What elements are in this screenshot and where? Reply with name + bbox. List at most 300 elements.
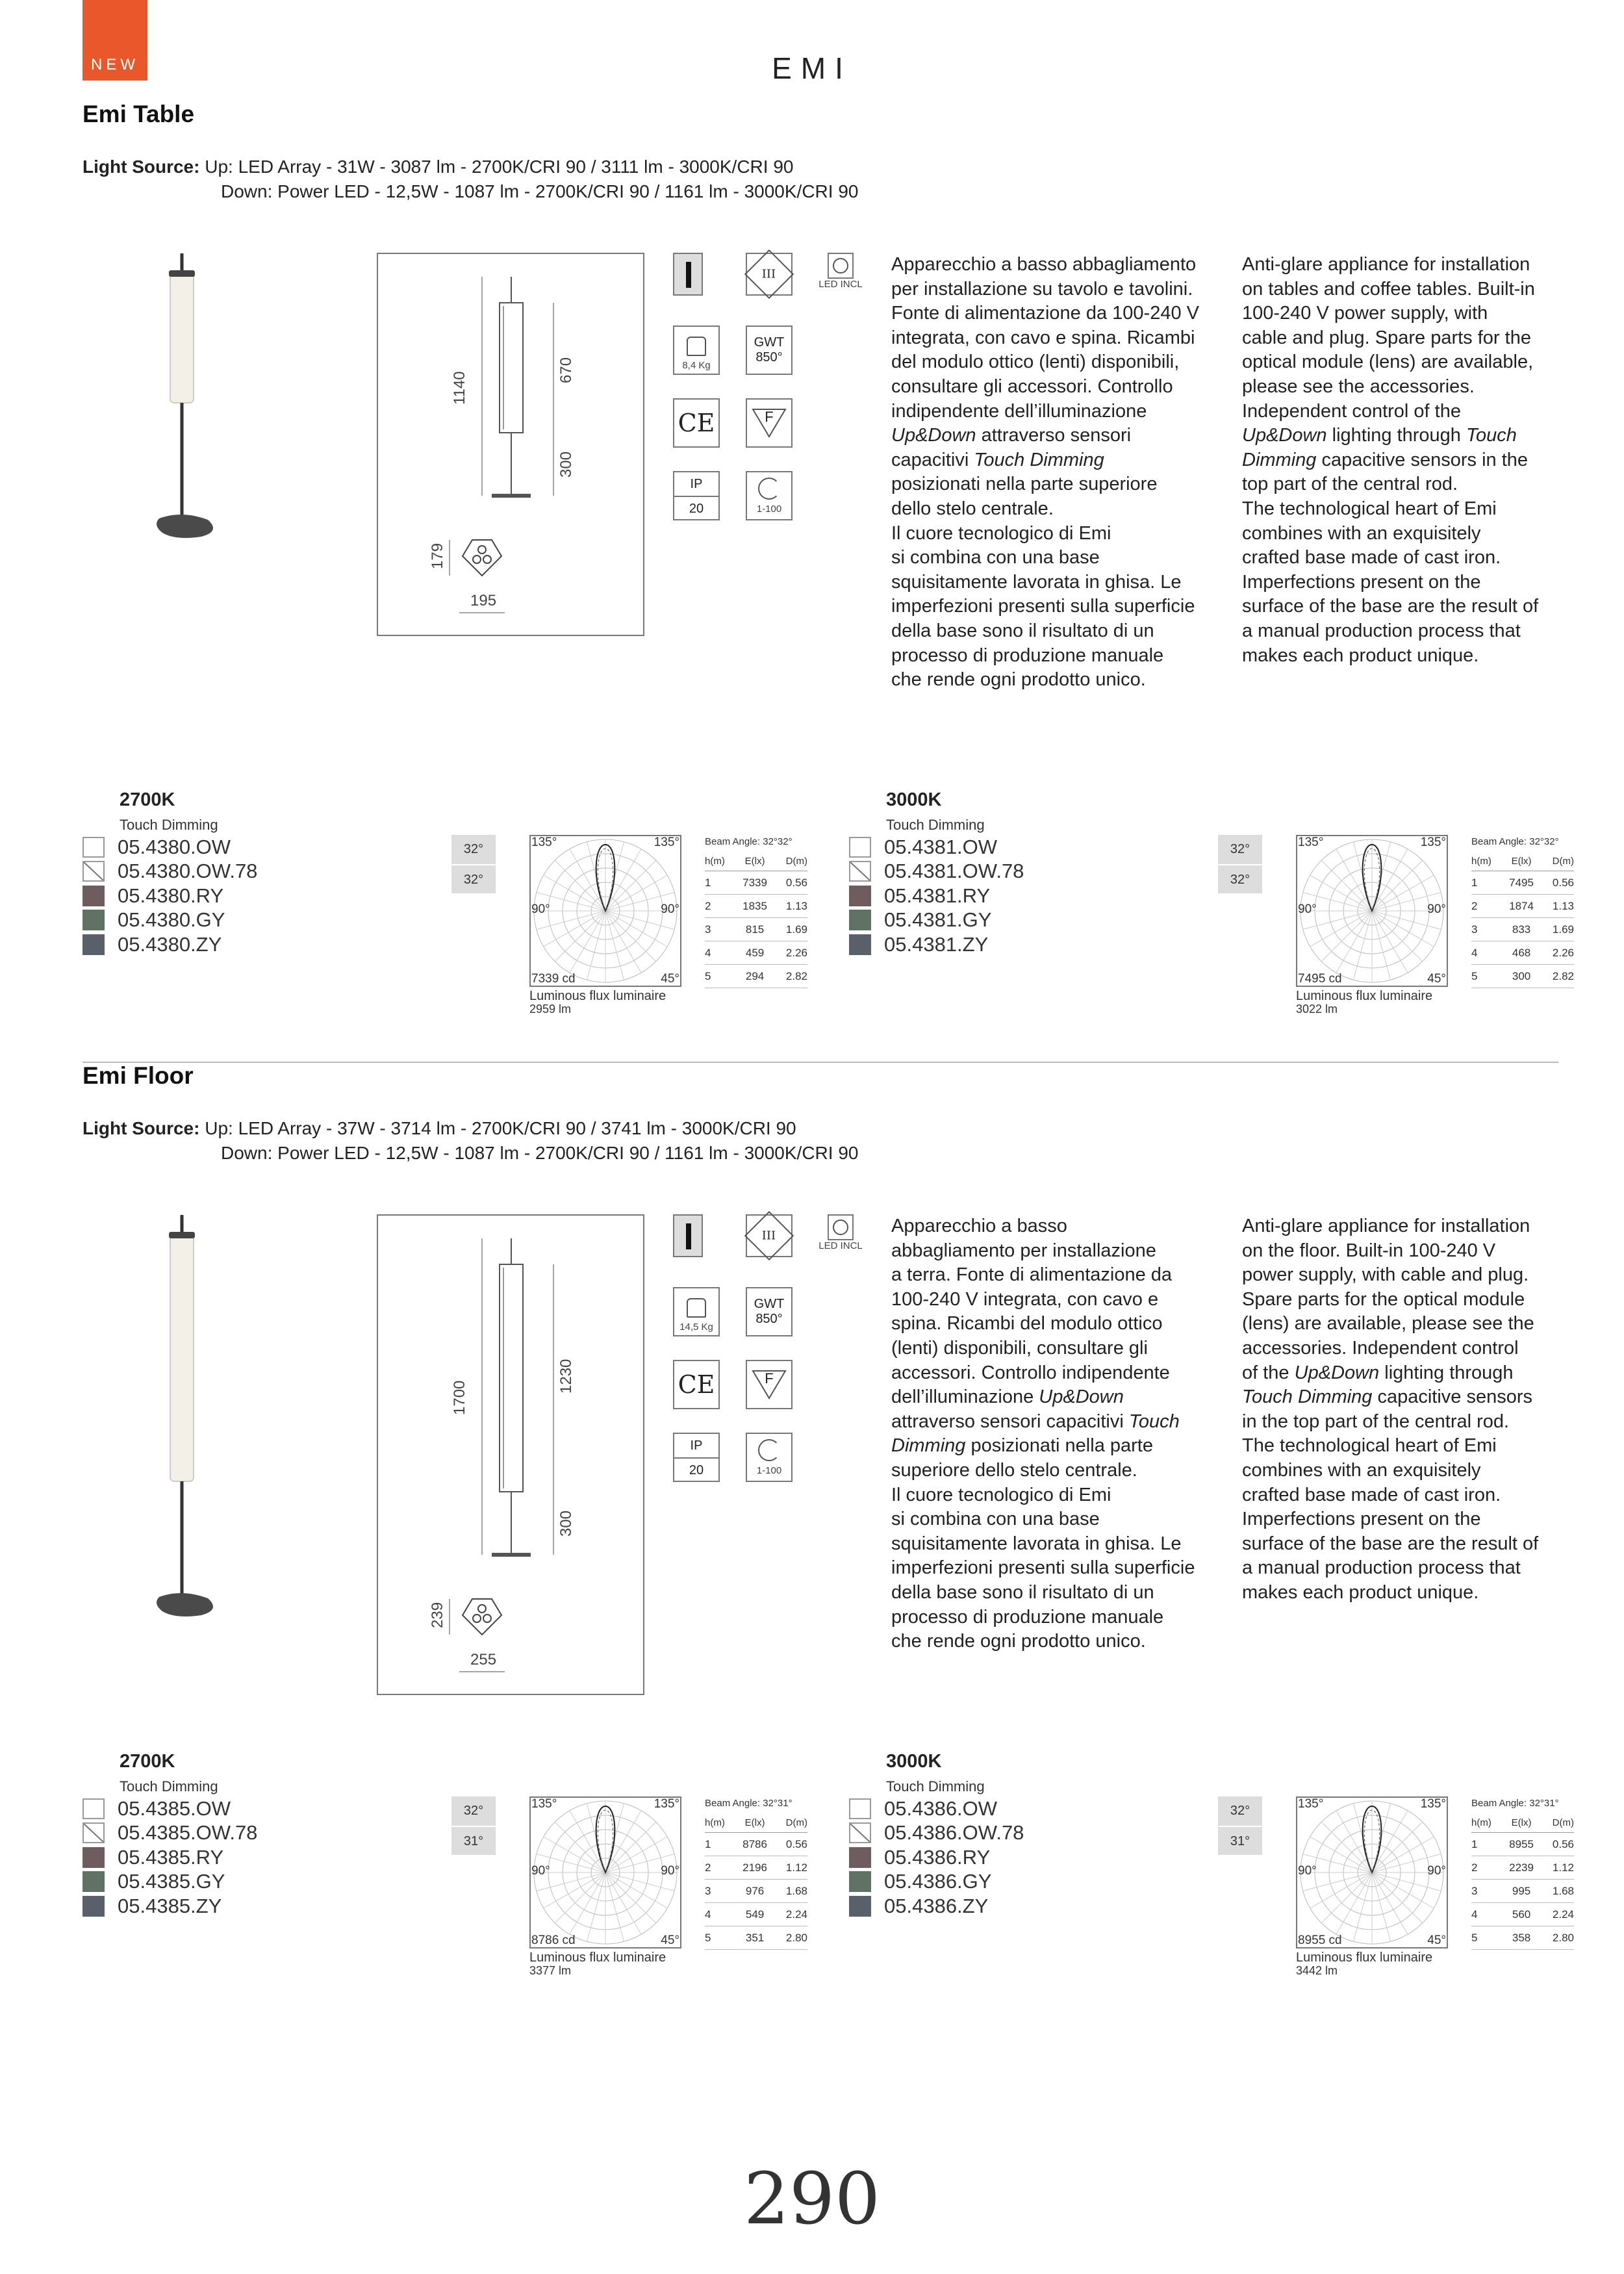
product-code: 05.4386.ZY — [884, 1894, 989, 1917]
description-line: a manual production process that — [1242, 1557, 1521, 1579]
dimming-label: Touch Dimming — [886, 817, 985, 833]
description-line: si combina con una base — [891, 547, 1100, 568]
product-code: 05.4385.GY — [118, 1870, 225, 1893]
description-line: della base sono il risultato di un — [891, 1581, 1154, 1603]
product-code: 05.4386.GY — [884, 1870, 992, 1893]
table-header — [1471, 851, 1574, 871]
table-cell: 5 — [1471, 1926, 1503, 1950]
table-row — [705, 1856, 807, 1880]
ip-rating-icon: IP 20 — [673, 1433, 720, 1482]
table-cell: 1.12 — [1540, 1856, 1574, 1880]
dim-base-height: 179 — [429, 543, 446, 569]
color-swatch — [849, 910, 871, 930]
luminous-flux: Luminous flux luminaire 2959 lm — [529, 989, 666, 1016]
table-row — [705, 965, 807, 988]
beam-angle-box: 32° 32° — [1218, 835, 1262, 893]
table-cell: 976 — [736, 1880, 774, 1903]
description-line: accessori. Controllo indipendente — [891, 1362, 1170, 1383]
description-line: Apparecchio a basso — [891, 1216, 1067, 1236]
description-line: dell’illuminazione Up&Down — [891, 1386, 1124, 1408]
description-line: capacitivi Touch Dimming — [891, 449, 1104, 470]
table-header-cell: h(m) — [705, 851, 736, 871]
description-line: Dimming capacitive sensors in the — [1242, 449, 1529, 470]
product-code-row — [82, 1870, 257, 1895]
product-code: 05.4386.OW.78 — [884, 1821, 1024, 1845]
product-code-row — [82, 1845, 257, 1870]
table-cell: 2 — [1471, 895, 1503, 918]
table-cell: 4 — [705, 941, 736, 965]
technical-drawing — [377, 1214, 644, 1695]
description-line: on tables and coffee tables. Built-in — [1242, 278, 1535, 300]
color-swatch — [82, 886, 105, 906]
table-header-cell: E(lx) — [736, 851, 774, 871]
description-line: combines with an exquisitely — [1242, 522, 1481, 544]
table-cell: 1.13 — [774, 895, 807, 918]
table-row — [1471, 965, 1574, 988]
table-row — [1471, 871, 1574, 895]
table-cell: 2239 — [1503, 1856, 1541, 1880]
product-code-row — [82, 1894, 257, 1919]
table-cell: 995 — [1503, 1880, 1541, 1903]
illuminance-table: Beam Angle: 32°32° h(m) E(lx) D(m) 1 7339 0.56 2 1835 1.13 3 815 1.69 4 459 2.26 5 294 2.82 — [705, 836, 809, 988]
table-cell: 468 — [1503, 941, 1541, 965]
product-code-row — [82, 932, 257, 957]
table-header-cell: h(m) — [705, 1813, 736, 1833]
polar-diagram: 135° 135° 90° 90° 7339 cd 45° — [531, 836, 679, 986]
table-header-cell: D(m) — [1540, 1813, 1574, 1833]
table-cell: 459 — [736, 941, 774, 965]
description-line: Il cuore tecnologico di Emi — [891, 522, 1111, 544]
color-swatch — [849, 861, 871, 882]
up-down-light-icon — [673, 1214, 703, 1257]
table-cell: 2 — [1471, 1856, 1503, 1880]
product-code-row — [849, 1796, 1024, 1821]
product-codes — [82, 1796, 257, 1919]
variant-3000k — [849, 789, 1596, 1023]
product-code-row — [849, 908, 1024, 933]
product-code: 05.4385.RY — [118, 1845, 224, 1869]
table-cell: 815 — [736, 918, 774, 941]
color-swatch — [849, 1822, 871, 1843]
table-cell: 2.82 — [774, 965, 807, 988]
table-row — [1471, 918, 1574, 941]
table-row — [1471, 1903, 1574, 1926]
polar-diagram: 135° 135° 90° 90° 8955 cd 45° — [1298, 1797, 1446, 1947]
table-cell: 1874 — [1503, 895, 1541, 918]
color-swatch — [82, 934, 105, 955]
light-source — [82, 1116, 1252, 1166]
table-cell: 2.80 — [1540, 1926, 1574, 1950]
glow-wire-icon: GWT 850° — [746, 1287, 793, 1336]
section-title: Emi Table — [82, 101, 195, 127]
description-line: makes each product unique. — [1242, 1581, 1479, 1603]
product-code-row — [849, 860, 1024, 884]
table-cell: 2.26 — [774, 941, 807, 965]
description-line: (lens) are available, please see the — [1242, 1313, 1534, 1335]
table-header — [705, 851, 807, 871]
illuminance-table: Beam Angle: 32°31° h(m) E(lx) D(m) 1 8955 0.56 2 2239 1.12 3 995 1.68 4 560 2.24 5 358 2.80 — [1471, 1798, 1575, 1950]
description-line: squisitamente lavorata in ghisa. Le — [891, 1533, 1182, 1554]
product-code: 05.4381.OW — [884, 835, 998, 858]
dim-stem-height: 300 — [557, 1510, 575, 1537]
illuminance-table: Beam Angle: 32°32° h(m) E(lx) D(m) 1 7495 0.56 2 1874 1.13 3 833 1.69 4 468 2.26 5 300 2.82 — [1471, 836, 1575, 988]
dim-base-height: 239 — [429, 1602, 446, 1628]
table-cell: 3 — [1471, 1880, 1503, 1903]
table-header-cell: E(lx) — [1503, 851, 1541, 871]
table-cell: 3 — [705, 1880, 736, 1903]
description-line: per installazione su tavolo e tavolini. — [891, 278, 1193, 300]
new-badge: NEW — [82, 0, 147, 81]
table-header-cell: h(m) — [1471, 1813, 1503, 1833]
product-code: 05.4385.ZY — [118, 1894, 222, 1917]
table-header-cell: E(lx) — [736, 1813, 774, 1833]
section-divider — [82, 1062, 1558, 1063]
description-line: squisitamente lavorata in ghisa. Le — [891, 571, 1182, 593]
dim-base-width: 255 — [470, 1651, 497, 1668]
description-line: cable and plug. Spare parts for the — [1242, 327, 1531, 348]
table-row — [705, 1926, 807, 1950]
ip-rating-icon: IP 20 — [673, 471, 720, 520]
description-line: (lenti) disponibili, consultare gli — [891, 1337, 1148, 1359]
spec-icons — [673, 253, 863, 526]
product-code-row — [82, 835, 257, 860]
description-italian — [891, 253, 1229, 693]
up-down-light-icon — [673, 253, 703, 296]
product-illustration — [136, 247, 253, 559]
description-line: makes each product unique. — [1242, 645, 1479, 666]
product-code-row — [82, 908, 257, 933]
table-cell: 2.24 — [1540, 1903, 1574, 1926]
product-code: 05.4380.OW — [118, 835, 231, 858]
description-line: The technological heart of Emi — [1242, 498, 1497, 519]
color-swatch — [849, 1871, 871, 1892]
color-swatch — [849, 837, 871, 858]
description-line: Anti-glare appliance for installation — [1242, 254, 1530, 275]
table-cell: 549 — [736, 1903, 774, 1926]
product-codes — [849, 835, 1024, 957]
table-row — [705, 895, 807, 918]
description-line: Anti-glare appliance for installation — [1242, 1216, 1530, 1236]
table-cell: 4 — [705, 1903, 736, 1926]
page-number: 290 — [744, 2157, 880, 2240]
f-mark-icon: F — [746, 1360, 793, 1409]
product-code-row — [82, 860, 257, 884]
description-line: power supply, with cable and plug. — [1242, 1264, 1529, 1286]
description-line: crafted base made of cast iron. — [1242, 1484, 1501, 1505]
product-code: 05.4381.OW.78 — [884, 860, 1024, 883]
class-iii-icon: III — [746, 1214, 793, 1257]
description-line: Fonte di alimentazione da 100-240 V — [891, 303, 1199, 324]
table-cell: 5 — [705, 965, 736, 988]
table-cell: 2196 — [736, 1856, 774, 1880]
dimming-icon: 1-100 — [746, 1433, 793, 1482]
variant-3000k — [849, 1751, 1596, 1985]
table-cell: 4 — [1471, 941, 1503, 965]
description-line: posizionati nella parte superiore — [891, 474, 1158, 495]
variant-2700k — [82, 789, 830, 1023]
description-line: top part of the central rod. — [1242, 474, 1458, 495]
product-illustration — [136, 1208, 253, 1637]
color-temperature: 2700K — [120, 1751, 175, 1772]
f-mark-icon: F — [746, 398, 793, 448]
section-title: Emi Floor — [82, 1062, 194, 1089]
luminous-flux: Luminous flux luminaire 3442 lm — [1296, 1950, 1433, 1977]
description-line: integrata, con cavo e spina. Ricambi — [891, 327, 1195, 348]
description-line: crafted base made of cast iron. — [1242, 547, 1501, 568]
dim-shade-height: 670 — [557, 357, 575, 383]
color-temperature: 3000K — [886, 1751, 942, 1772]
product-code-row — [849, 884, 1024, 908]
product-code-row — [849, 1894, 1024, 1919]
luminous-flux: Luminous flux luminaire 3022 lm — [1296, 989, 1433, 1016]
light-source-label: Light Source: — [82, 1118, 200, 1138]
dim-total-height: 1140 — [451, 370, 468, 405]
table-cell: 2 — [705, 895, 736, 918]
dim-shade-height: 1230 — [557, 1359, 575, 1394]
product-code: 05.4381.RY — [884, 884, 991, 907]
table-cell: 8786 — [736, 1833, 774, 1856]
table-row — [705, 1833, 807, 1856]
color-temperature: 2700K — [120, 789, 175, 810]
table-cell: 3 — [1471, 918, 1503, 941]
description-line: accessories. Independent control — [1242, 1337, 1519, 1359]
color-swatch — [849, 1798, 871, 1819]
product-code: 05.4381.GY — [884, 908, 992, 932]
product-codes — [82, 835, 257, 957]
description-line: Independent control of the — [1242, 400, 1461, 422]
weight-icon: 8,4 Kg — [673, 326, 720, 375]
luminous-flux: Luminous flux luminaire 3377 lm — [529, 1950, 666, 1977]
product-code-row — [82, 1796, 257, 1821]
color-swatch — [82, 1871, 105, 1892]
polar-diagram: 135° 135° 90° 90° 8786 cd 45° — [531, 1797, 679, 1947]
dimming-label: Touch Dimming — [120, 817, 218, 833]
dimming-label: Touch Dimming — [120, 1778, 218, 1795]
led-included-icon: LED INCL — [817, 1214, 864, 1257]
product-code: 05.4385.OW — [118, 1796, 231, 1820]
table-row — [1471, 1926, 1574, 1950]
description-line: of the Up&Down lighting through — [1242, 1362, 1514, 1383]
color-swatch — [849, 886, 871, 906]
spec-icons — [673, 1214, 863, 1487]
class-iii-icon: III — [746, 253, 793, 296]
product-code-row — [82, 884, 257, 908]
color-swatch — [82, 910, 105, 930]
description-line: Touch Dimming capacitive sensors — [1242, 1386, 1533, 1408]
polar-diagram: 135° 135° 90° 90° 7495 cd 45° — [1298, 836, 1446, 986]
table-cell: 4 — [1471, 1903, 1503, 1926]
table-cell: 1.13 — [1540, 895, 1574, 918]
description-line: Imperfections present on the — [1242, 571, 1481, 593]
product-code: 05.4386.OW — [884, 1796, 998, 1820]
color-swatch — [82, 1798, 105, 1819]
product-code: 05.4385.OW.78 — [118, 1821, 258, 1845]
table-row — [705, 1880, 807, 1903]
description-line: processo di produzione manuale — [891, 1606, 1164, 1628]
description-line: in the top part of the central rod. — [1242, 1411, 1510, 1432]
description-english — [1242, 253, 1580, 668]
product-code-row — [849, 835, 1024, 860]
description-line: processo di produzione manuale — [891, 645, 1164, 666]
product-code-row — [849, 1821, 1024, 1846]
table-cell: 833 — [1503, 918, 1541, 941]
product-code-row — [82, 1821, 257, 1846]
table-cell: 1.68 — [774, 1880, 807, 1903]
table-cell: 1 — [705, 1833, 736, 1856]
table-cell: 2.80 — [774, 1926, 807, 1950]
table-row — [705, 1903, 807, 1926]
table-header-cell: D(m) — [774, 851, 807, 871]
light-source — [82, 155, 1252, 204]
product-code: 05.4380.RY — [118, 884, 224, 907]
product-code: 05.4386.RY — [884, 1845, 991, 1869]
product-code: 05.4380.ZY — [118, 932, 222, 956]
table-cell: 300 — [1503, 965, 1541, 988]
description-line: Up&Down attraverso sensori — [891, 425, 1132, 446]
beam-angle-box: 32° 31° — [451, 1796, 496, 1855]
table-cell: 560 — [1503, 1903, 1541, 1926]
description-line: si combina con una base — [891, 1509, 1100, 1530]
table-cell: 294 — [736, 965, 774, 988]
table-header — [705, 1813, 807, 1833]
variant-2700k — [82, 1751, 830, 1985]
table-cell: 1.12 — [774, 1856, 807, 1880]
color-swatch — [82, 1847, 105, 1868]
product-code: 05.4381.ZY — [884, 932, 989, 956]
description-line: Il cuore tecnologico di Emi — [891, 1484, 1111, 1505]
table-cell: 1.68 — [1540, 1880, 1574, 1903]
product-codes — [849, 1796, 1024, 1919]
product-code: 05.4380.GY — [118, 908, 225, 932]
led-included-icon: LED INCL — [817, 253, 864, 296]
table-header-cell: h(m) — [1471, 851, 1503, 871]
description-line: a terra. Fonte di alimentazione da — [891, 1264, 1173, 1286]
dimming-label: Touch Dimming — [886, 1778, 985, 1795]
table-header-cell: D(m) — [774, 1813, 807, 1833]
description-line: The technological heart of Emi — [1242, 1435, 1497, 1457]
weight-icon: 14,5 Kg — [673, 1287, 720, 1336]
table-cell: 0.56 — [1540, 871, 1574, 895]
table-row — [705, 941, 807, 965]
description-line: spina. Ricambi del modulo ottico — [891, 1313, 1163, 1335]
table-cell: 2.26 — [1540, 941, 1574, 965]
product-code: 05.4380.OW.78 — [118, 860, 258, 883]
table-cell: 1.69 — [1540, 918, 1574, 941]
table-cell: 2.24 — [774, 1903, 807, 1926]
description-line: surface of the base are the result of — [1242, 1533, 1539, 1554]
description-line: attraverso sensori capacitivi Touch — [891, 1411, 1180, 1432]
light-source-down: Down: Power LED - 12,5W - 1087 lm - 2700K/CRI 90 / 1161 lm - 3000K/CRI 90 — [221, 181, 859, 201]
color-swatch — [82, 1896, 105, 1917]
brand-title: EMI — [772, 51, 852, 85]
description-line: Dimming posizionati nella parte — [891, 1435, 1153, 1457]
description-line: indipendente dell’illuminazione — [891, 400, 1147, 422]
description-line: superiore dello stelo centrale. — [891, 1459, 1137, 1481]
dim-base-width: 195 — [470, 592, 497, 609]
table-cell: 0.56 — [1540, 1833, 1574, 1856]
beam-angle-box: 32° 32° — [451, 835, 496, 893]
description-line: Up&Down lighting through Touch — [1242, 425, 1517, 446]
description-line: surface of the base are the result of — [1242, 596, 1539, 617]
description-line: imperfezioni presenti sulla superficie — [891, 596, 1195, 617]
table-cell: 7495 — [1503, 871, 1541, 895]
table-row — [1471, 941, 1574, 965]
description-line: optical module (lens) are available, — [1242, 351, 1534, 373]
table-cell: 1 — [1471, 1833, 1503, 1856]
color-swatch — [82, 837, 105, 858]
table-header — [1471, 1813, 1574, 1833]
table-cell: 1.69 — [774, 918, 807, 941]
table-header-cell: E(lx) — [1503, 1813, 1541, 1833]
table-header-cell: D(m) — [1540, 851, 1574, 871]
table-cell: 1 — [1471, 871, 1503, 895]
table-row — [1471, 1833, 1574, 1856]
table-cell: 0.56 — [774, 1833, 807, 1856]
description-line: Imperfections present on the — [1242, 1509, 1481, 1530]
description-line: please see the accessories. — [1242, 376, 1475, 397]
dimming-icon: 1-100 — [746, 471, 793, 520]
description-line: a manual production process that — [1242, 620, 1521, 641]
beam-angle-box: 32° 31° — [1218, 1796, 1262, 1855]
description-line: consultare gli accessori. Controllo — [891, 376, 1173, 397]
light-source-down: Down: Power LED - 12,5W - 1087 lm - 2700K/CRI 90 / 1161 lm - 3000K/CRI 90 — [221, 1143, 859, 1163]
description-line: che rende ogni prodotto unico. — [891, 669, 1146, 691]
illuminance-table: Beam Angle: 32°31° h(m) E(lx) D(m) 1 8786 0.56 2 2196 1.12 3 976 1.68 4 549 2.24 5 351 2.80 — [705, 1798, 809, 1950]
description-line: del modulo ottico (lenti) disponibili, — [891, 351, 1180, 373]
table-cell: 5 — [1471, 965, 1503, 988]
table-cell: 7339 — [736, 871, 774, 895]
description-line: 100-240 V integrata, con cavo e — [891, 1288, 1159, 1310]
ce-icon: CE — [673, 398, 720, 448]
description-line: 100-240 V power supply, with — [1242, 303, 1488, 324]
table-row — [705, 918, 807, 941]
description-line: imperfezioni presenti sulla superficie — [891, 1557, 1195, 1579]
product-code-row — [849, 1845, 1024, 1870]
table-cell: 3 — [705, 918, 736, 941]
description-line: Spare parts for the optical module — [1242, 1288, 1525, 1310]
table-cell: 1835 — [736, 895, 774, 918]
color-temperature: 3000K — [886, 789, 942, 810]
description-line: abbagliamento per installazione — [891, 1240, 1156, 1261]
color-swatch — [849, 1896, 871, 1917]
table-cell: 2 — [705, 1856, 736, 1880]
description-line: della base sono il risultato di un — [891, 620, 1154, 641]
table-row — [1471, 1856, 1574, 1880]
light-source-up: Up: LED Array - 37W - 3714 lm - 2700K/CRI 90 / 3741 lm - 3000K/CRI 90 — [205, 1118, 796, 1138]
light-source-label: Light Source: — [82, 157, 200, 177]
dim-total-height: 1700 — [451, 1380, 468, 1415]
glow-wire-icon: GWT 850° — [746, 326, 793, 375]
table-cell: 8955 — [1503, 1833, 1541, 1856]
technical-drawing — [377, 253, 644, 636]
dim-stem-height: 300 — [557, 451, 575, 478]
table-row — [1471, 895, 1574, 918]
description-line: che rende ogni prodotto unico. — [891, 1631, 1146, 1652]
description-italian — [891, 1214, 1229, 1654]
table-cell: 5 — [705, 1926, 736, 1950]
description-english — [1242, 1214, 1580, 1605]
color-swatch — [849, 934, 871, 955]
description-line: combines with an exquisitely — [1242, 1459, 1481, 1481]
light-source-up: Up: LED Array - 31W - 3087 lm - 2700K/CRI 90 / 3111 lm - 3000K/CRI 90 — [205, 157, 794, 177]
product-code-row — [849, 932, 1024, 957]
table-row — [1471, 1880, 1574, 1903]
description-line: on the floor. Built-in 100-240 V — [1242, 1240, 1496, 1261]
table-cell: 0.56 — [774, 871, 807, 895]
table-row — [705, 871, 807, 895]
table-cell: 351 — [736, 1926, 774, 1950]
ce-icon: CE — [673, 1360, 720, 1409]
